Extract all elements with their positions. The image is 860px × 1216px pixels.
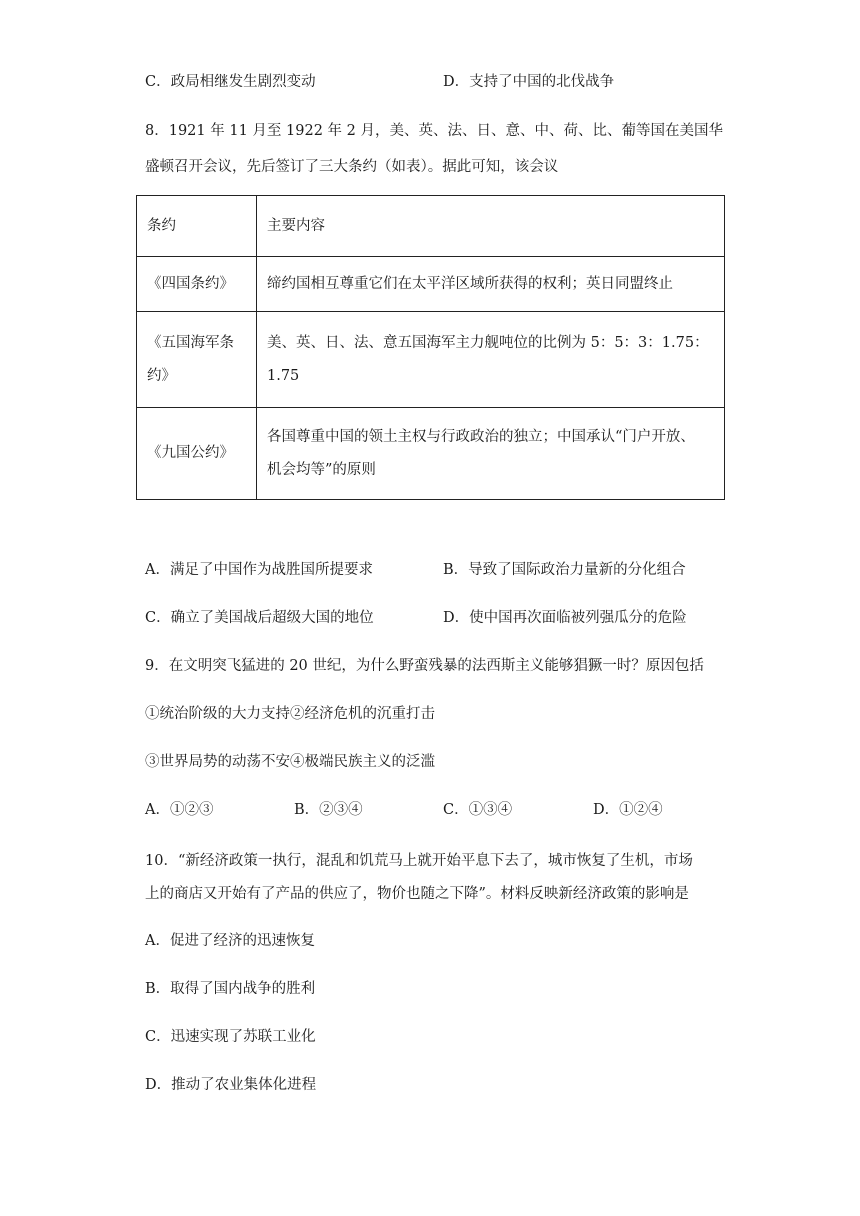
treaty-content-cell (257, 408, 725, 500)
q9-option-d: D．①②④ (593, 802, 663, 818)
q9-option-b: B．②③④ (294, 802, 363, 818)
treaty-table (136, 195, 725, 500)
table-header-row (137, 196, 725, 257)
q9-stem: 9．在文明突飞猛进的 20 世纪，为什么野蛮残暴的法西斯主义能够猖獗一时？原因包括 (145, 658, 704, 674)
q10-stem-line1: 10．“新经济政策一执行，混乱和饥荒马上就开始平息下去了，城市恢复了生机，市场 (145, 853, 693, 869)
q10-stem-line2: 上的商店又开始有了产品的供应了，物价也随之下降”。材料反映新经济政策的影响是 (145, 886, 689, 902)
q9-item-line2: ③世界局势的动荡不安④极端民族主义的泛滥 (145, 754, 435, 770)
table-row (137, 257, 725, 312)
treaty-content-line: 机会均等”的原则 (267, 461, 376, 478)
q8-option-a: A．满足了中国作为战胜国所提要求 (145, 562, 373, 578)
q10-option-a: A．促进了经济的迅速恢复 (145, 933, 315, 949)
q9-option-c: C．①③④ (443, 802, 513, 818)
q10-option-d: D．推动了农业集体化进程 (145, 1077, 317, 1093)
q8-option-c: C．确立了美国战后超级大国的地位 (145, 610, 374, 626)
treaty-content-cell (257, 312, 725, 408)
header-cell-treaty: 条约 (137, 196, 257, 257)
q7-option-c: C．政局相继发生剧烈变动 (145, 74, 316, 90)
q10-option-c: C．迅速实现了苏联工业化 (145, 1029, 316, 1045)
treaty-name-cell (137, 408, 257, 500)
treaty-name-line: 《九国公约》 (147, 445, 234, 461)
table-row (137, 312, 725, 408)
treaty-name-cell (137, 312, 257, 408)
treaty-content-line: 缔约国相互尊重它们在太平洋区域所获得的权利；英日同盟终止 (267, 275, 673, 292)
header-cell-content: 主要内容 (257, 196, 725, 257)
table-row (137, 408, 725, 500)
q8-stem-line1: 8．1921 年 11 月至 1922 年 2 月，美、英、法、日、意、中、荷、比、葡等国在美国华 (145, 123, 723, 139)
q9-option-a: A．①②③ (145, 802, 214, 818)
treaty-name-line: 《四国条约》 (147, 275, 234, 292)
q8-option-d: D．使中国再次面临被列强瓜分的危险 (443, 610, 687, 626)
q9-item-line1: ①统治阶级的大力支持②经济危机的沉重打击 (145, 706, 435, 722)
treaty-content-line: 美、英、日、法、意五国海军主力舰吨位的比例为 5：5：3：1.75： (267, 334, 709, 351)
treaty-name-cell (137, 257, 257, 312)
q10-option-b: B．取得了国内战争的胜利 (145, 981, 316, 997)
treaty-content-cell (257, 257, 725, 312)
treaty-content-line: 1.75 (267, 367, 300, 384)
treaty-content-line: 各国尊重中国的领土主权与行政政治的独立；中国承认“门户开放、 (267, 428, 695, 445)
q7-option-d: D．支持了中国的北伐战争 (443, 74, 615, 90)
treaty-name-line: 约》 (147, 367, 176, 384)
treaty-name-line: 《五国海军条 (147, 334, 234, 351)
q8-option-b: B．导致了国际政治力量新的分化组合 (443, 562, 686, 578)
q8-stem-line2: 盛顿召开会议，先后签订了三大条约（如表）。据此可知，该会议 (145, 159, 559, 175)
